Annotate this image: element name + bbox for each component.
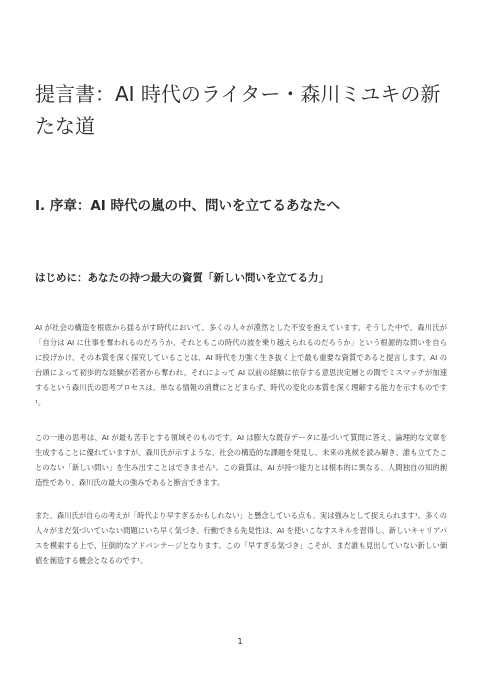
- sub-heading: はじめに：あなたの持つ最大の資質「新しい問いを立てる力」: [35, 272, 329, 284]
- document-title: 提言書：AI 時代のライター・森川ミユキの新たな道: [35, 82, 441, 138]
- body-paragraph: AI が社会の構造を根底から揺るがす時代において、多くの人々が漠然とした不安を抱えています。そうした中で、森川氏が「自分は AI に仕事を奪われるのだろうか、それともこの時代の波を乗り越えられるのだろうか」という根源的な問いを自らに投げかけ、その本質を深く探究していることは、AI 時代を力強く生き抜く上で最も重要な資質であると提言します。AI の台頭によって初歩的な経験が若者から奪われ、それによって AI 以前の経験に依存する意思決定層との間でミスマッチが加速するという森川氏の思考プロセスは、単なる情報の消費にとどまらず、時代の変化の本質を深く理解する能力を示すものです¹。: [35, 323, 447, 407]
- page-number: 1: [237, 637, 243, 646]
- section-heading: I. 序章：AI 時代の嵐の中、問いを立てるあなたへ: [35, 198, 341, 214]
- body-paragraph: また、森川氏が自らの考えが「時代より早すぎるかもしれない」と懸念している点も、実は強みとして捉えられます¹。多くの人々がまだ気づいていない問題にいち早く気づき、行動できる先見性は、AI を使いこなすスキルを習得し、新しいキャリアパスを模索する上で、圧倒的なアドバンテージとなります。この「早すぎる気づき」こそが、まだ誰も見出していない新しい価値を創造する機会となるのです¹。: [35, 511, 447, 565]
- body-paragraph: この一連の思考は、AI が最も苦手とする領域そのものです。AI は膨大な既存データに基づいて質問に答え、論理的な文章を生成することに優れていますが、森川氏が示すような、社会の構造的な課題を発見し、未来の兆候を読み解き、誰も立てたことのない「新しい問い」を生み出すことはできません¹。この資質は、AI が持つ能力とは根本的に異なる、人間独自の知的創造性であり、森川氏の最大の強みであると断言できます。: [35, 433, 447, 487]
